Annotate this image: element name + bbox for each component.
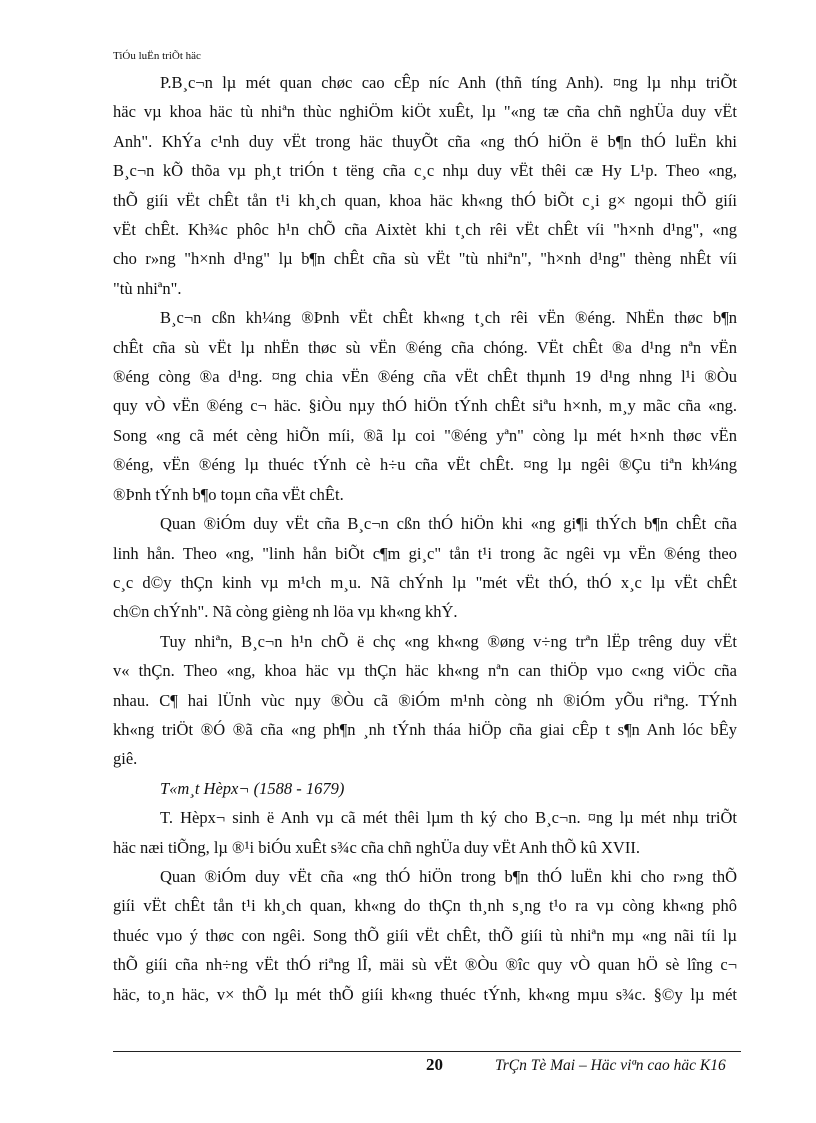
text-line: ch©n chÝnh". Nã còng gièng nh löa vµ kh«ng khÝ. — [113, 602, 458, 622]
text-line: häc, to¸n häc, v× thÕ lµ mét thÕ giíi kh«ng thuéc tÝnh, kh«ng mµu s¾c. §©y lµ mét — [113, 984, 737, 1004]
text-line: c¸c d©y thÇn kinh vµ m¹ch m¸u. Nã chÝnh lµ "mét vËt thÓ, thÓ x¸c lµ vËt chÊt — [113, 572, 737, 592]
text-line: kh«ng triÖt ®Ó ®ã cña «ng ph¶n ¸nh tÝnh tháa hiÖp cña giai cÊp t s¶n Anh lóc bÊy — [113, 719, 737, 739]
text-line: ®éng còng ®a d¹ng. ¤ng chia vËn ®éng cña vËt chÊt thµnh 19 d¹ng nhng l¹i ®Òu — [113, 367, 737, 387]
text-line: thÕ giíi vËt chÊt tån t¹i kh¸ch quan, khoa häc kh«ng thÓ biÕt c¸i g× ngoµi thÕ giíi — [113, 190, 737, 210]
text-line: Quan ®iÓm duy vËt cña B¸c¬n cßn thÓ hiÖn khi «ng gi¶i thÝch b¶n chÊt cña — [160, 514, 737, 534]
text-line: vËt chÊt. Kh¾c phôc h¹n chÕ cña Aixtèt khi t¸ch rêi vËt chÊt víi "h×nh d¹ng", «ng — [113, 220, 737, 240]
text-line: v« thÇn. Theo «ng, khoa häc vµ thÇn häc kh«ng nªn can thiÖp vµo c«ng viÖc cña — [113, 661, 737, 681]
text-line: "tù nhiªn". — [113, 278, 182, 298]
footer-author-note: TrÇn Tè Mai – Häc viªn cao häc K16 — [495, 1057, 726, 1074]
text-line: quy vÒ vËn ®éng c¬ häc. §iÒu nµy thÓ hiÖn tÝnh chÊt siªu h×nh, m¸y mãc cña «ng. — [113, 396, 737, 416]
text-line: thuéc vµo ý thøc con ngêi. Song thÕ giíi vËt chÊt, thÕ giíi tù nhiªn mµ «ng nãi tíi lµ — [113, 925, 737, 945]
section-heading-hobbes: T«m¸t Hèpx¬ (1588 - 1679) — [160, 778, 345, 798]
footer-divider — [113, 1051, 741, 1052]
text-line: Anh". KhÝa c¹nh duy vËt trong häc thuyÕt cña «ng thÓ hiÖn ë b¶n thÓ luËn khi — [113, 131, 737, 151]
text-line: giê. — [113, 749, 138, 769]
text-line: linh hån. Theo «ng, "linh hån biÕt c¶m gi¸c" tån t¹i trong ãc ngêi vµ vËn ®éng theo — [113, 543, 737, 563]
text-line: häc vµ khoa häc tù nhiªn thùc nghiÖm kiÖt xuÊt, lµ "«ng tæ cña chñ nghÜa duy vËt — [113, 102, 737, 122]
text-line: B¸c¬n kÕ thõa vµ ph¸t triÓn t tëng cña c¸c nhµ duy vËt thêi cæ Hy L¹p. Theo «ng, — [113, 161, 737, 181]
paragraph-bacon-motion — [113, 303, 737, 509]
text-line: Quan ®iÓm duy vËt cña «ng thÓ hiÖn trong b¶n thÓ luËn khi cho r»ng thÕ — [160, 866, 737, 886]
paragraph-hobbes-intro — [113, 803, 737, 862]
text-line: ®éng, vËn ®éng lµ thuéc tÝnh cè h÷u cña vËt chÊt. ¤ng lµ ngêi ®Çu tiªn kh¼ng — [113, 455, 737, 475]
text-line: thÕ giíi cña nh÷ng vËt thÓ riªng lÎ, mäi sù vËt ®Òu ®îc quy vÒ quan hÖ sè lîng c¬ — [113, 955, 737, 975]
text-line: giíi vËt chÊt tån t¹i kh¸ch quan, kh«ng do thÇn th¸nh s¸ng t¹o ra vµ còng kh«ng phô — [113, 896, 737, 916]
text-line: chÊt cña sù vËt lµ nhËn thøc sù vËn ®éng cña chóng. VËt chÊt ®a d¹ng nªn vËn — [113, 337, 737, 357]
text-line: B¸c¬n cßn kh¼ng ®Þnh vËt chÊt kh«ng t¸ch rêi vËn ®éng. NhËn thøc b¶n — [160, 308, 737, 328]
paragraph-bacon-limits — [113, 627, 737, 774]
text-line: P.B¸c¬n lµ mét quan chøc cao cÊp níc Anh (thñ tíng Anh). ¤ng lµ nhµ triÕt — [160, 73, 737, 92]
running-header: TiÓu luËn triÕt häc — [113, 50, 201, 62]
text-line: nhau. C¶ hai lÜnh vùc nµy ®Òu cã ®iÓm m¹nh còng nh ®iÓm yÕu riªng. TÝnh — [113, 690, 737, 710]
text-line: häc næi tiÕng, lµ ®¹i biÓu xuÊt s¾c cña chñ nghÜa duy vËt Anh thÕ kû XVII. — [113, 837, 640, 857]
page-number: 20 — [426, 1055, 443, 1074]
text-line: T. Hèpx¬ sinh ë Anh vµ cã mét thêi lµm th ký cho B¸c¬n. ¤ng lµ mét nhµ triÕt — [160, 808, 737, 828]
text-line: ®Þnh tÝnh b¶o toµn cña vËt chÊt. — [113, 484, 344, 504]
paragraph-hobbes-ontology — [113, 862, 737, 1009]
text-line: cho r»ng "h×nh d¹ng" lµ b¶n chÊt cña sù vËt "tù nhiªn", "h×nh d¹ng" thèng nhÊt víi — [113, 249, 737, 269]
document-body — [113, 68, 737, 1009]
text-line: Song «ng cã mét cèng hiÕn míi, ®ã lµ coi "®éng yªn" còng lµ mét h×nh thøc vËn — [113, 425, 737, 445]
text-line: Tuy nhiªn, B¸c¬n h¹n chÕ ë chç «ng kh«ng ®øng v÷ng trªn lËp trêng duy vËt — [160, 631, 737, 651]
paragraph-bacon-intro — [113, 68, 737, 303]
paragraph-bacon-soul — [113, 509, 737, 627]
